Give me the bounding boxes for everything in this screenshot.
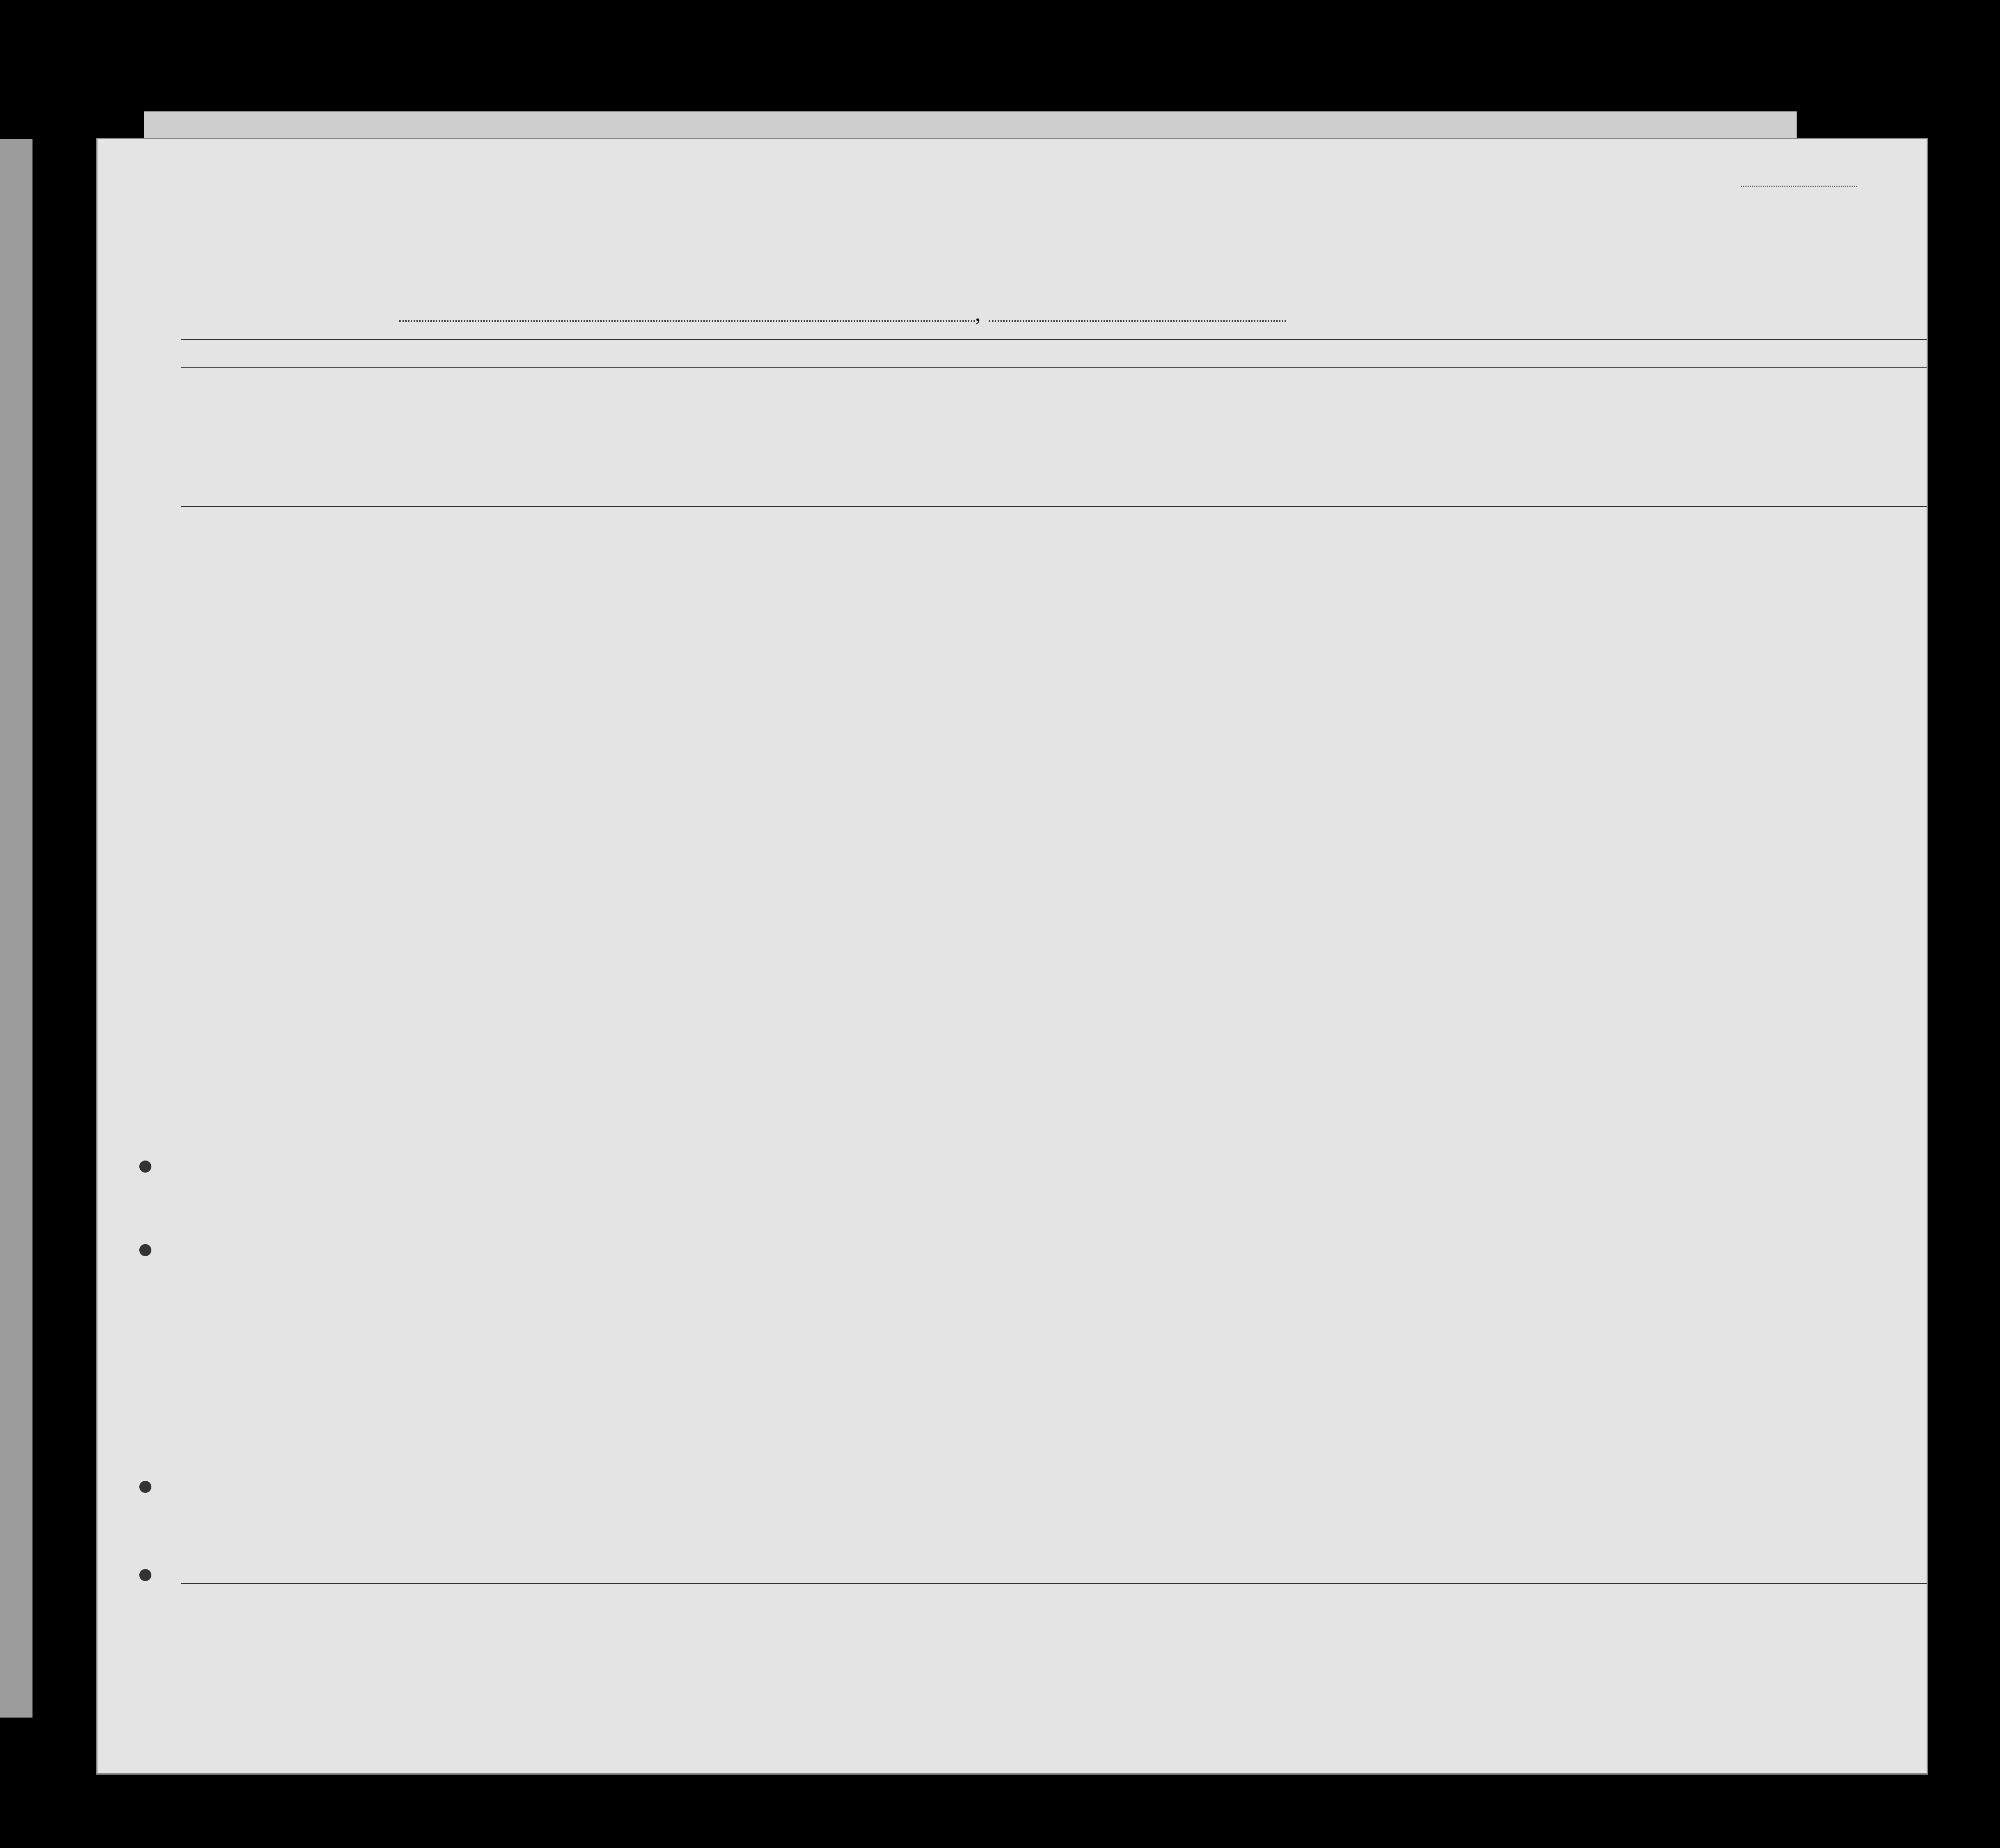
- binding-hole: [139, 1569, 151, 1581]
- date-line: [989, 320, 1286, 322]
- comma: ,: [975, 300, 981, 326]
- binding-hole: [139, 1481, 151, 1493]
- underlying-page-edge: [144, 111, 1797, 139]
- table-top-border: [181, 339, 1927, 340]
- manifest-sheet: [97, 139, 1927, 1773]
- port-line: [399, 320, 975, 322]
- adjacent-page-edge: [0, 139, 32, 1718]
- table-bottom-border: [181, 1583, 1927, 1584]
- header-bottom-border: [181, 506, 1927, 507]
- binding-hole: [139, 1244, 151, 1256]
- binding-hole: [139, 1161, 151, 1173]
- manifest-table: [181, 339, 1927, 1588]
- list-number-line: [1741, 186, 1857, 187]
- column-number-divider: [181, 367, 1927, 368]
